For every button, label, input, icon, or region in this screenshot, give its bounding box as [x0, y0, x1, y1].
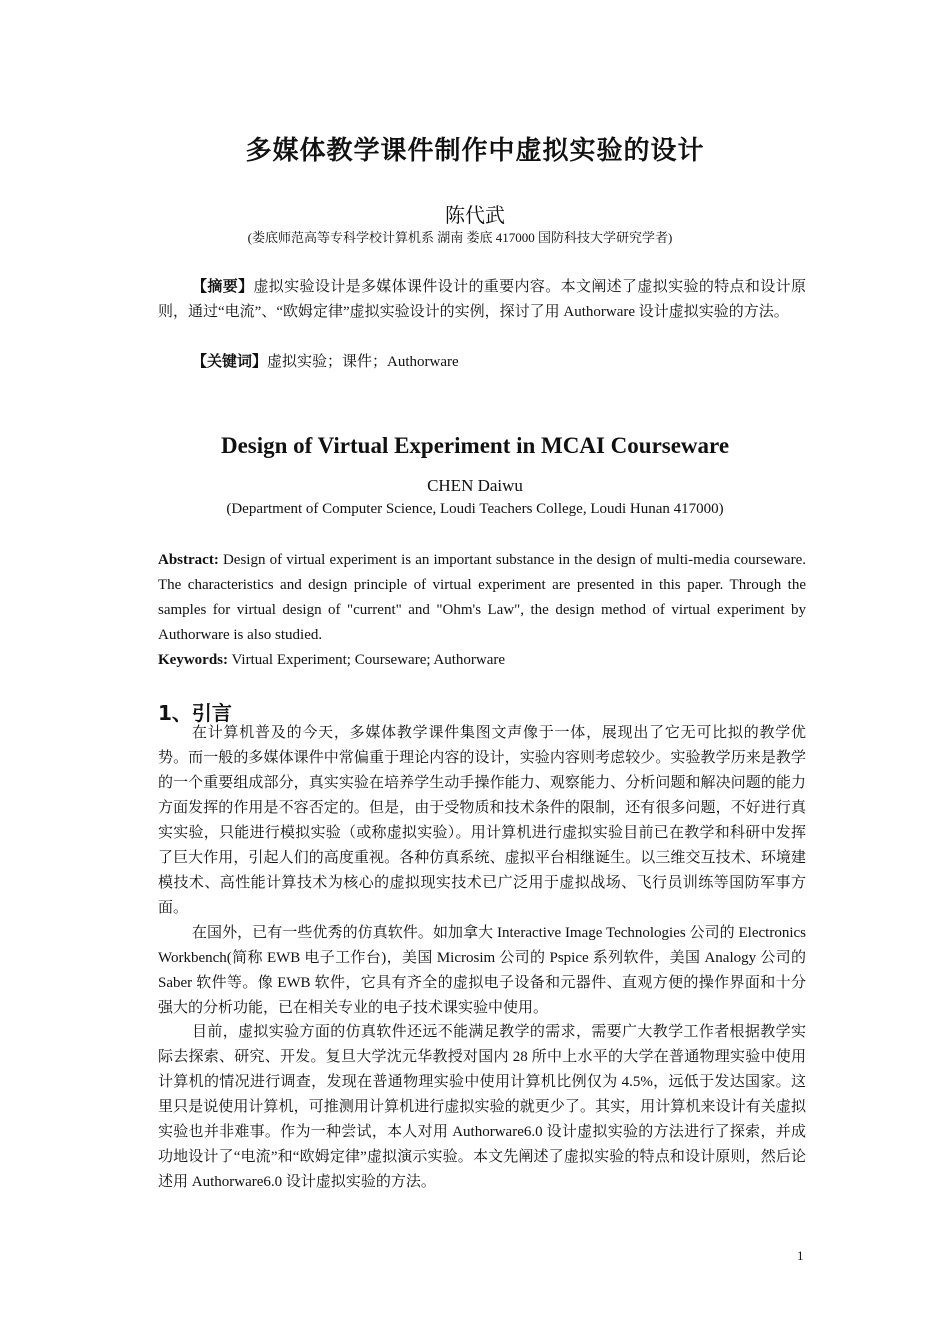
abstract-cn-label: 【摘要】 [192, 279, 254, 295]
keywords-en [158, 648, 806, 673]
section-heading-introduction: 1、引言 [158, 701, 232, 725]
abstract-cn-text: 虚拟实验设计是多媒体课件设计的重要内容。本文阐述了虚拟实验的特点和设计原则，通过“电流”、“欧姆定律”虚拟实验设计的实例，探讨了用 Authorware 设计虚拟实验的方法。 [158, 279, 806, 320]
paper-title-en: Design of Virtual Experiment in MCAI Courseware [220, 433, 730, 458]
keywords-cn-label: 【关键词】 [192, 354, 268, 370]
body-paragraph: 在国外，已有一些优秀的仿真软件。如加拿大 Interactive Image Technologies 公司的 Electronics Workbench(简称 EWB 电子工作台)，美国 Microsim 公司的 Pspice 系列软件，美国 Analogy 公司的 Saber 软件等。像 EWB 软件，它具有齐全的虚拟电子设备和元器件、直观方便的操作界面和十分强大的分析功能，已在相关专业的电子技术课实验中使用。 [158, 925, 806, 1016]
affiliation-en: (Department of Computer Science, Loudi Teachers College, Loudi Hunan 417000) [226, 501, 724, 517]
body-paragraph: 在计算机普及的今天，多媒体教学课件集图文声像于一体，展现出了它无可比拟的教学优势。而一般的多媒体课件中常偏重于理论内容的设计，实验内容则考虑较少。实验教学历来是教学的一个重要组成部分，真实实验在培养学生动手操作能力、观察能力、分析问题和解决问题的能力方面发挥的作用是不容否定的。但是，由于受物质和技术条件的限制，还有很多问题，不好进行真实实验，只能进行模拟实验（或称虚拟实验）。用计算机进行虚拟实验目前已在教学和科研中发挥了巨大作用，引起人们的高度重视。各种仿真系统、虚拟平台相继诞生。以三维交互技术、环境建模技术、高性能计算技术为核心的虚拟现实技术已广泛用于虚拟战场、飞行员训练等国防军事方面。 [158, 725, 806, 916]
affiliation-cn: (娄底师范高等专科学校计算机系 湖南 娄底 417000 国防科技大学研究学者) [247, 230, 673, 245]
paper-title-cn: 多媒体教学课件制作中虚拟实验的设计 [245, 136, 705, 166]
keywords-cn [158, 350, 840, 375]
keywords-cn-text: 虚拟实验；课件；Authorware [267, 354, 459, 370]
author-name-en: CHEN Daiwu [427, 476, 523, 495]
body-paragraph: 目前，虚拟实验方面的仿真软件还远不能满足教学的需求，需要广大教学工作者根据教学实际去探索、研究、开发。复旦大学沈元华教授对国内 28 所中上水平的大学在普通物理实验中使用计算机的情况进行调查，发现在普通物理实验中使用计算机比例仅为 4.5%，远低于发达国家。这里只是说使用计算机，可推测用计算机进行虚拟实验的就更少了。其实，用计算机来设计有关虚拟实验也并非难事。作为一种尝试，本人对用 Authorware6.0 设计虚拟实验的方法进行了探索，并成功地设计了“电流”和“欧姆定律”虚拟演示实验。本文先阐述了虚拟实验的特点和设计原则，然后论述用 Authorware6.0 设计虚拟实验的方法。 [158, 1024, 806, 1190]
abstract-cn [158, 275, 806, 325]
abstract-en [158, 548, 806, 648]
abstract-en-label: Abstract: [158, 552, 219, 568]
keywords-en-text: Virtual Experiment; Courseware; Authorware [228, 652, 506, 668]
author-name-cn: 陈代武 [445, 205, 505, 227]
keywords-en-label: Keywords: [158, 652, 228, 668]
page-number: 1 [797, 1248, 804, 1263]
abstract-en-text: Design of virtual experiment is an important substance in the design of multi-media courseware. The characteristics and design principle of virtual experiment are presented in this paper. Through the samples for virtual design of "current" and "Ohm's Law", the design method of virtual experiment by Authorware is also studied. [158, 552, 806, 643]
